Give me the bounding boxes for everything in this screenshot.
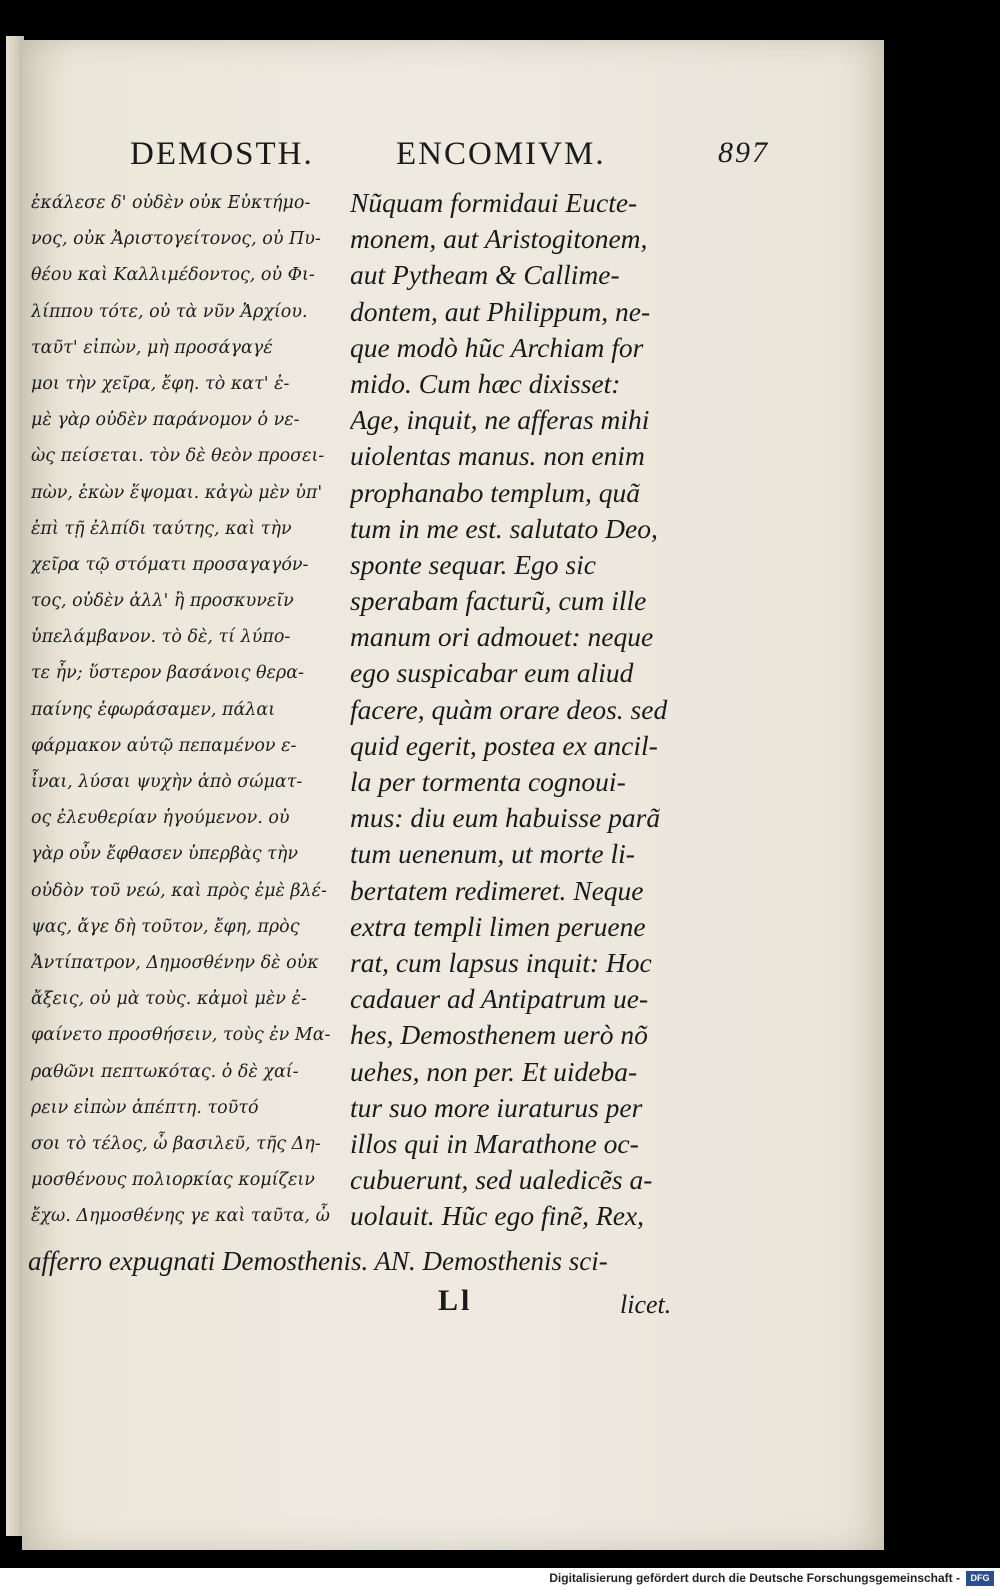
latin-text-line: quid egerit, postea ex ancil-	[350, 729, 658, 761]
latin-text-line: sperabam facturũ, cum ille	[350, 585, 647, 617]
latin-text-line: illos qui in Marathone oc-	[350, 1127, 639, 1159]
latin-text-line: sponte sequar. Ego sic	[350, 548, 596, 580]
book-page	[22, 40, 884, 1550]
greek-text-line: ψας, ἄγε δὴ τοῦτον, ἔφη, πρὸς	[31, 916, 300, 937]
latin-text-line: ego suspicabar eum aliud	[350, 657, 634, 689]
latin-text-line: uehes, non per. Et uideba-	[350, 1055, 638, 1087]
latin-text-line: uiolentas manus. non enim	[350, 440, 645, 472]
greek-text-line: ραθῶνι πεπτωκότας. ὁ δὲ χαί-	[31, 1061, 299, 1082]
greek-text-line: τος, οὐδὲν ἀλλ' ἢ προσκυνεῖν	[31, 591, 294, 612]
latin-text-line: tum uenenum, ut morte li-	[350, 838, 635, 870]
greek-text-line: οὐδὸν τοῦ νεώ, καὶ πρὸς ἐμὲ βλέ-	[31, 880, 327, 901]
latin-text-line: rat, cum lapsus inquit: Hoc	[350, 946, 652, 978]
header-left: DEMOSTH.	[130, 136, 314, 172]
greek-text-line: πὼν, ἑκὼν ἕψομαι. κἀγὼ μὲν ὑπ'	[31, 482, 323, 503]
greek-text-line: μοι τὴν χεῖρα, ἔφη. τὸ κατ' ἐ-	[31, 373, 290, 394]
latin-text-line: dontem, aut Philippum, ne-	[350, 295, 651, 327]
latin-text-line: uolauit. Hũc ego finẽ, Rex,	[350, 1200, 645, 1232]
latin-text-line: manum ori admouet: neque	[350, 621, 654, 653]
latin-text-line: cadauer ad Antipatrum ue-	[350, 983, 649, 1015]
greek-text-line: λίππου τότε, οὐ τὰ νῦν Ἀρχίου.	[31, 301, 308, 322]
greek-text-line: ος ἐλευθερίαν ἡγούμενον. οὐ	[31, 808, 290, 829]
latin-text-line: mus: diu eum habuisse parã	[350, 802, 661, 834]
greek-text-line: Ἀντίπατρον, Δημοσθένην δὲ οὐκ	[31, 952, 319, 973]
greek-text-line: ἄξεις, οὐ μὰ τοὺς. κἀμοὶ μὲν ἐ-	[31, 989, 307, 1010]
page-number: 897	[718, 136, 769, 169]
latin-text-line: mido. Cum hæc dixisset:	[350, 367, 621, 399]
footer-credit: Digitalisierung gefördert durch die Deutsche Forschungsgemeinschaft -	[549, 1571, 960, 1585]
greek-text-line: ἶναι, λύσαι ψυχὴν ἀπὸ σώματ-	[31, 772, 303, 792]
greek-text-line: σοι τὸ τέλος, ὦ βασιλεῦ, τῆς Δη-	[31, 1133, 321, 1154]
signature-mark: Ll	[438, 1284, 473, 1317]
greek-text-line: χεῖρα τῷ στόματι προσαγαγόν-	[31, 554, 309, 575]
greek-text-line: θέου καὶ Καλλιμέδοντος, οὐ Φι-	[31, 265, 315, 286]
latin-text-line: bertatem redimeret. Neque	[350, 874, 644, 906]
latin-text-line: la per tormenta cognoui-	[350, 766, 626, 797]
greek-text-line: ὼς πείσεται. τὸν δὲ θεὸν προσει-	[31, 446, 325, 467]
greek-text-line: φαίνετο προσθήσειν, τοὺς ἐν Μα-	[31, 1025, 331, 1046]
greek-text-line: ἐπὶ τῇ ἐλπίδι ταύτης, καὶ τὴν	[31, 518, 292, 539]
greek-text-line: ρειν εἰπὼν ἀπέπτη. τοῦτό	[31, 1097, 259, 1118]
latin-text-line: extra templi limen peruene	[350, 910, 646, 942]
greek-text-line: παίνης ἐφωράσαμεν, πάλαι	[31, 699, 276, 720]
footer-bar	[0, 1568, 1000, 1590]
latin-text-line: monem, aut Aristogitonem,	[350, 223, 648, 255]
greek-text-line: μοσθένους πολιορκίας κομίζειν	[31, 1170, 315, 1191]
latin-text-line: Age, inquit, ne afferas mihi	[350, 404, 650, 436]
latin-text-line: facere, quàm orare deos. sed	[350, 693, 668, 725]
closing-line: afferro expugnati Demosthenis. AN. Demosthenis sci-	[28, 1246, 608, 1276]
header-center: ENCOMIVM.	[396, 136, 606, 172]
dfg-logo: DFG	[966, 1571, 994, 1586]
greek-text-column	[31, 185, 351, 1234]
greek-text-line: φάρμακον αὐτῷ πεπαμένον ε-	[31, 735, 297, 756]
catchword: licet.	[620, 1290, 672, 1319]
latin-text-line: hes, Demosthenem uerò nõ	[350, 1019, 648, 1051]
greek-text-line: μὲ γὰρ οὐδὲν παράνομον ὁ νε-	[31, 410, 300, 431]
running-header	[76, 136, 769, 180]
greek-text-line: ταῦτ' εἰπὼν, μὴ προσάγαγέ	[31, 337, 273, 358]
greek-text-line: τε ἦν; ὕστερον βασάνοις θερα-	[31, 663, 304, 684]
latin-text-line: aut Pytheam & Callime-	[350, 259, 620, 291]
greek-text-line: ὑπελάμβανον. τὸ δὲ, τί λύπο-	[31, 627, 291, 648]
latin-text-line: prophanabo templum, quã	[350, 476, 641, 508]
latin-text-line: tum in me est. salutato Deo,	[350, 512, 658, 544]
latin-text-line: que modò hũc Archiam for	[350, 331, 644, 363]
latin-text-line: tur suo more iuraturus per	[350, 1091, 643, 1123]
latin-text-line: Nũquam formidaui Eucte-	[350, 187, 638, 218]
greek-text-line: γὰρ οὖν ἔφθασεν ὑπερβὰς τὴν	[31, 844, 298, 865]
latin-text-line: cubuerunt, sed ualedicẽs a-	[350, 1164, 653, 1196]
greek-text-line: ἔχω. Δημοσθένης γε καὶ ταῦτα, ὦ	[31, 1206, 330, 1227]
greek-text-line: ἐκάλεσε δ' οὐδὲν οὐκ Εὐκτήμο-	[31, 193, 311, 213]
greek-text-line: νος, οὐκ Ἀριστογείτονος, οὐ Πυ-	[31, 229, 321, 250]
latin-text-column	[350, 185, 695, 1234]
